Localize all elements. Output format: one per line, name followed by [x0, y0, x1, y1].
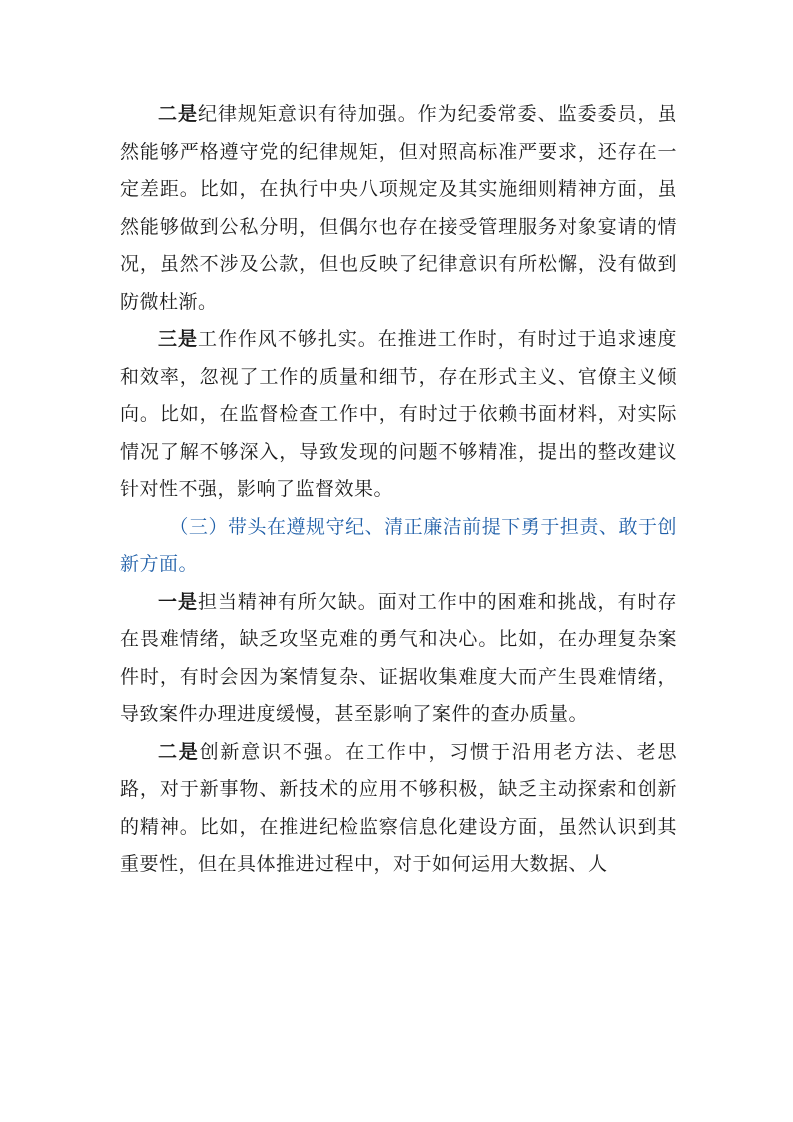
- section-heading: （三）带头在遵规守纪、清正廉洁前提下勇于担责、敢于创新方面。: [120, 515, 677, 575]
- paragraph-lead: 一是: [158, 590, 198, 613]
- paragraph-work-style: [120, 321, 677, 509]
- paragraph-lead: 二是: [158, 103, 198, 125]
- paragraph-lead: 二是: [158, 740, 200, 763]
- paragraph-text: 创新意识不强。在工作中，习惯于沿用老方法、老思路，对于新事物、新技术的应用不够积极，缺乏主动探索和创新的精神。比如，在推进纪检监察信息化建设方面，虽然认识到其重要性，但在具体推进过程中，对于如何运用大数据、人: [120, 740, 677, 875]
- paragraph-text: 担当精神有所欠缺。面对工作中的困难和挑战，有时存在畏难情绪，缺乏攻坚克难的勇气和决心。比如，在办理复杂案件时，有时会因为案情复杂、证据收集难度大而产生畏难情绪，导致案件办理进度缓慢，甚至影响了案件的查办质量。: [120, 590, 677, 725]
- paragraph-text: 工作作风不够扎实。在推进工作时，有时过于追求速度和效率，忽视了工作的质量和细节，存在形式主义、官僚主义倾向。比如，在监督检查工作中，有时过于依赖书面材料，对实际情况了解不够深入，导致发现的问题不够精准，提出的整改建议针对性不强，影响了监督效果。: [120, 328, 677, 500]
- document-body: [120, 96, 677, 884]
- paragraph-lead: 三是: [158, 328, 198, 350]
- paragraph-text: 纪律规矩意识有待加强。作为纪委常委、监委委员，虽然能够严格遵守党的纪律规矩，但对照高标准严要求，还存在一定差距。比如，在执行中央八项规定及其实施细则精神方面，虽然能够做到公私分明，但偶尔也存在接受管理服务对象宴请的情况，虽然不涉及公款，但也反映了纪律意识有所松懈，没有做到防微杜渐。: [120, 103, 677, 313]
- paragraph-responsibility: [120, 584, 677, 734]
- paragraph-discipline-awareness: [120, 96, 677, 321]
- paragraph-innovation: [120, 734, 677, 884]
